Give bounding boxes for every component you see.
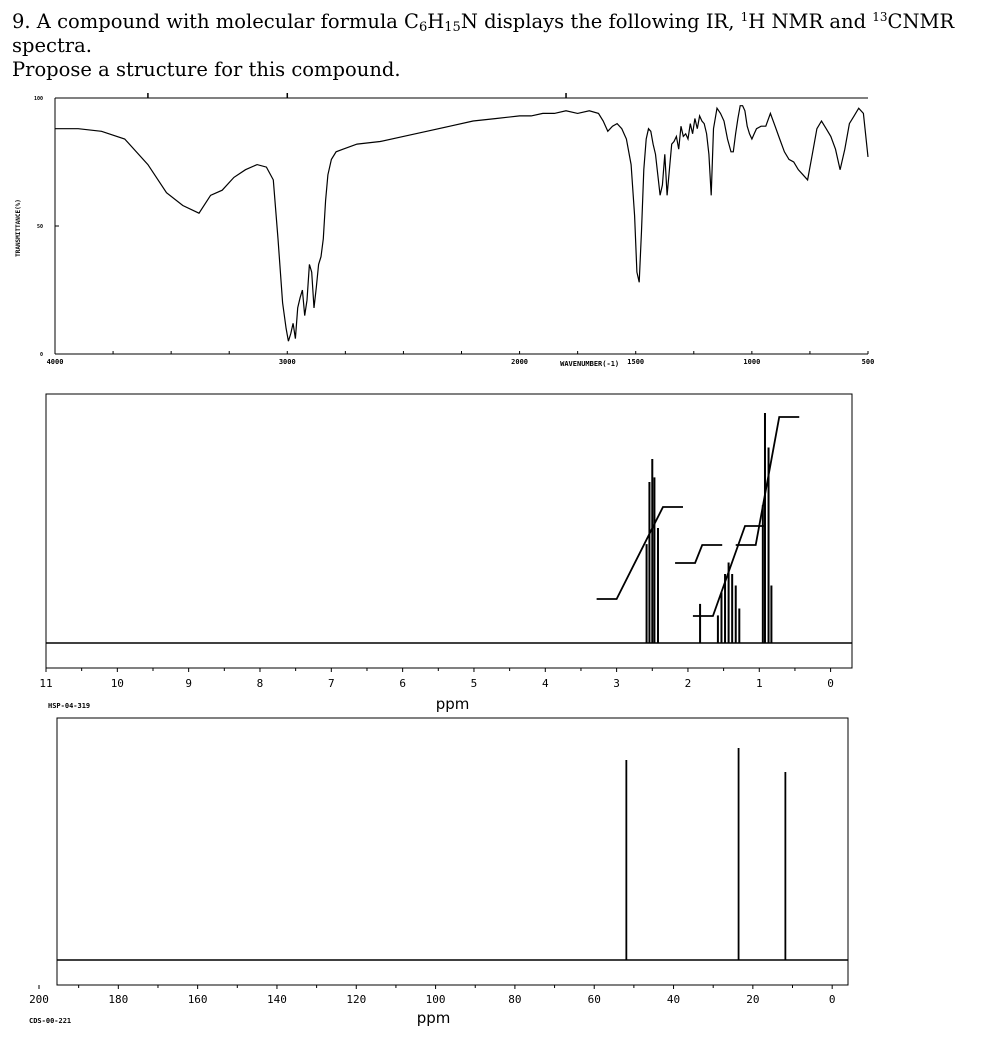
c-nmr-x-tick-label: 160 xyxy=(187,993,208,1006)
c-nmr-x-tick-label: 40 xyxy=(666,993,681,1006)
c-nmr-frame xyxy=(57,718,848,985)
h-nmr-x-tick-label: 3 xyxy=(613,677,620,690)
question-line-2: Propose a structure for this compound. xyxy=(12,58,401,81)
c-nmr-x-tick-label: 140 xyxy=(267,993,287,1006)
ir-y-tick-label: 0 xyxy=(39,352,43,358)
h-nmr-integral xyxy=(597,507,683,599)
ir-y-tick-label: 50 xyxy=(36,224,43,230)
question-segment: H xyxy=(427,10,445,33)
ir-y-axis-label: TRANSMITTANCE(%) xyxy=(15,199,22,257)
ir-trace xyxy=(55,106,868,342)
c-nmr-x-tick-label: 20 xyxy=(746,993,760,1006)
c-nmr-x-tick-label: 0 xyxy=(828,993,836,1006)
ir-x-tick-label: 1500 xyxy=(627,358,645,366)
c-nmr-x-tick-label: 100 xyxy=(425,993,446,1006)
ir-x-tick-label: 4000 xyxy=(46,358,64,366)
h-nmr-x-tick-label: 4 xyxy=(541,677,549,690)
h-nmr-x-tick-label: 11 xyxy=(39,677,53,690)
ir-x-tick-label: 3000 xyxy=(278,358,296,366)
c-nmr-x-tick-label: 200 xyxy=(29,993,49,1006)
ir-x-tick-label: 2000 xyxy=(511,358,529,366)
h-nmr-integral xyxy=(675,545,722,563)
c-nmr-x-tick-label: 80 xyxy=(508,993,522,1006)
h-nmr-x-tick-label: 2 xyxy=(684,677,692,690)
ir-x-tick-label: 500 xyxy=(861,358,875,366)
isotope-superscript: 1 xyxy=(740,10,749,24)
h-nmr-x-tick-label: 10 xyxy=(110,677,124,690)
question-segment: N displays the following IR, xyxy=(460,10,741,33)
question-segment: H NMR and xyxy=(748,10,873,33)
c-nmr-x-tick-label: 180 xyxy=(108,993,129,1006)
ir-x-axis-label: WAVENUMBER(-1) xyxy=(560,360,620,368)
h-nmr-x-tick-label: 9 xyxy=(185,677,192,690)
question-segment: 9. A compound with molecular formula C xyxy=(12,10,419,33)
h-nmr-x-tick-label: 7 xyxy=(327,677,335,690)
h-nmr-spectrum-code: HSP-04-319 xyxy=(48,702,91,710)
c-nmr-x-tick-label: 120 xyxy=(346,993,367,1006)
h-nmr-x-tick-label: 5 xyxy=(470,677,478,690)
h-nmr-x-tick-label: 6 xyxy=(399,677,406,690)
c-nmr-spectrum-code: CDS-00-221 xyxy=(29,1017,72,1025)
c-nmr-x-tick-label: 60 xyxy=(587,993,601,1006)
ir-y-tick-label: 100 xyxy=(33,96,43,102)
question-segment: CNMR spectra. xyxy=(12,10,955,57)
h-nmr-frame xyxy=(46,394,852,668)
h-nmr-x-tick-label: 8 xyxy=(256,677,264,690)
h-nmr-x-tick-label: 1 xyxy=(755,677,763,690)
formula-subscript: 15 xyxy=(444,20,461,35)
c-nmr-x-axis-label: ppm xyxy=(416,1009,451,1027)
h-nmr-x-axis-label: ppm xyxy=(435,695,470,713)
isotope-superscript: 13 xyxy=(872,10,888,24)
ir-x-tick-label: 1000 xyxy=(743,358,761,366)
h-nmr-x-tick-label: 0 xyxy=(827,677,834,690)
formula-subscript: 6 xyxy=(418,20,428,35)
